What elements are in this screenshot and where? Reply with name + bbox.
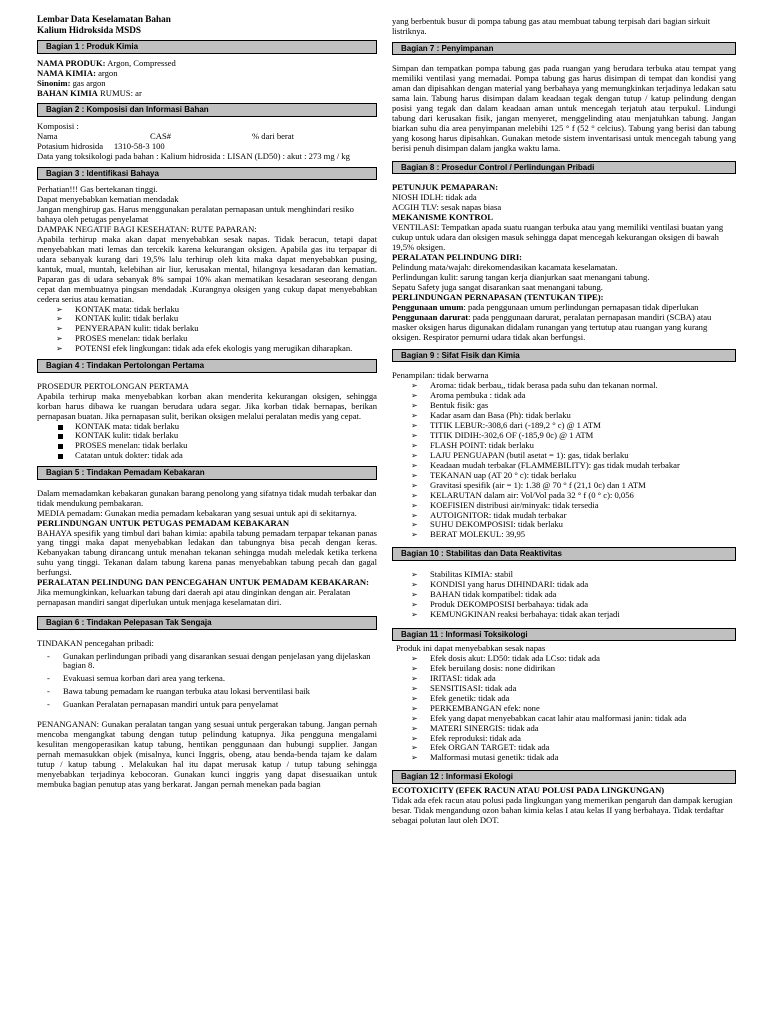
list-item: ➢ AUTOIGNITOR: tidak mudah terbakar [411,511,736,521]
list-item: - Evakuasi semua korban dari area yang terkena. [47,674,377,684]
document-title: Lembar Data Keselamatan Bahan [37,14,171,24]
ppe-heading: PERALATAN PELINDUNG DIRI: [392,251,523,262]
list-item: Catatan untuk dokter: tidak ada [56,451,377,461]
section-1-header: Bagian 1 : Produk Kimia [37,40,377,53]
first-aid-list [37,422,377,462]
list-item: ➢ Efek beruilang dosis: none didirikan [411,664,736,674]
ventilation-text: VENTILASI: Tempatkan apada suatu ruangan terbuka atau yang memiliki ventilasi buatan yang cukup untuk udara dan oksigen masuk sehingga dapat mencegah kekurangan oksigen di bawah 19,5% oksigen. [392,222,724,252]
list-item: KONTAK mata: tidak berlaku [56,422,377,432]
firefighter-protection-heading: PERLINDUNGAN UNTUK PETUGAS PEMADAM KEBAKARAN [37,517,290,528]
list-item: ➢ PERKEMBANGAN efek: none [411,704,736,714]
list-item: ➢ Efek genetik: tidak ada [411,694,736,704]
list-item: ➢ Malformasi mutasi genetik: tidak ada [411,753,736,763]
section-5-header: Bagian 5 : Tindakan Pemadam Kebakaran [37,466,377,479]
section-3-header: Bagian 3 : Identifikasi Bahaya [37,167,377,180]
list-item: ➢ Produk DEKOMPOSISI berbahaya: tidak ada [411,600,736,610]
hazard-warning: Perhatian!!! Gas bertekanan tinggi. [37,183,158,194]
first-aid-text: Apabila terhirup maka menyebabkan korban akan menderita kekurangan oksigen, sehingga korban harus dibawa ke ruangan berudara udara segar. Jika korban tidak bernapas, berikan pernapasan buatan. Jika pernapasan sulit, berikan oksigen melalui peralatan medis yang cepat. [37,390,377,421]
toxicology-data: Data yang toksikologi pada bahan : Kalium hidrosida : LISAN (LD50) : akut : 273 mg / kg [37,150,350,161]
chemical-formula: BAHAN KIMIA RUMUS: ar [37,87,142,98]
list-item: ➢ KONTAK mata: tidak berlaku [56,305,377,315]
general-use: Penggunaan umum: pada penggunaan umum perlindungan pernapasan tidak diperlukan [392,301,699,312]
product-name: NAMA PRODUK: Argon, Compressed [37,57,176,68]
health-impact-text: Apabila terhirup maka akan dapat menyebabkan sesak napas. Tidak beracun, tetapi dapat menyebabkan mati lemas dan tercekik karena kekurangan oksigen. Apabila gas itu terpapar di udara sebanyak kurang dari 19,5% lalu terhirup oleh kita maka dapat menyebabkan pusing, kantuk, mual, muntah, kelebihan air liur, kerusakan mental, hilangnya kesadaran dan kematian. Paparan gas di udara sebanyak 8% sampai 10% akan mematikan kesadaran seseorang dengan cepat dan membuatnya pingsan mendadak .Kurangnya oksigen yang cukup dapat menyebabkan cedera serius atau kematian. [37,233,377,304]
list-item: - Gunakan perlindungan pribadi yang disarankan sesuai dengan penjelasan yang dijelaskan bagian 8. [47,652,377,672]
toxicology-list [392,654,736,764]
list-item: ➢ TITIK DIDIH:-302,6 OF (-185,9 0c) @ 1 ATM [411,431,736,441]
protective-equipment-heading: PERALATAN PELINDUNG DAN PENCEGAHAN UNTUK PEMADAM KEBAKARAN: [37,577,369,588]
list-item: ➢ Stabilitas KIMIA: stabil [411,570,736,580]
document-subtitle: Kalium Hidroksida MSDS [37,24,141,35]
list-item: ➢ Efek ORGAN TARGET: tidak ada [411,743,736,753]
eye-protection: Pelindung mata/wajah: direkomendasikan kacamata keselamatan. [392,261,618,272]
protective-equipment-text: Jika memungkinkan, keluarkan tabung dari daerah api atau dinginkan dengan air. Peralatan pernapasan mandiri sangat diperlukan untuk menjaga keselamatan diri. [37,587,351,608]
section-12-header: Bagian 12 : Informasi Ekologi [392,770,736,783]
section-7-header: Bagian 7 : Penyimpanan [392,42,736,55]
right-column [392,17,736,826]
hazard-list [37,305,377,355]
toxicology-intro: Produk ini dapat menyebabkan sesak napas [396,642,546,653]
handling-continued: yang berbentuk busur di pompa tabung gas atau membuat tabung terpisah dari bagian sirkuit listriknya. [392,16,711,36]
hazard-sudden-death: Dapat menyebabkan kematian mendadak [37,193,179,204]
list-item: ➢ KEMUNGKINAN reaksi berbahaya: tidak akan terjadi [411,610,736,620]
list-item: ➢ MATERI SINERGIS: tidak ada [411,724,736,734]
list-item: ➢ KELARUTAN dalam air: Vol/Vol pada 32 ° f (0 ° c): 0,056 [411,491,736,501]
synonym: Sinonim: gas argon [37,77,106,88]
list-item: ➢ IRITASI: tidak ada [411,674,736,684]
appearance: Penampilan: tidak berwarna [392,369,489,380]
list-item: ➢ Efek reproduksi: tidak ada [411,734,736,744]
list-item: KONTAK kulit: tidak berlaku [56,431,377,441]
section-11-header: Bagian 11 : Informasi Toksikologi [392,628,736,641]
precaution-list [37,652,377,711]
list-item: ➢ FLASH POINT: tidak berlaku [411,441,736,451]
emergency-use: Penggunaan darurat: pada penggunaan darurat, peralatan pernapasan mandiri (SCBA) atau masker oksigen harus digunakan didalam runangan yang tertutup atau ruangan yang kurang oksigen. Respirator pemurni udara tidak akan berfungsi. [392,311,712,342]
acgih-tlv: ACGIH TLV: sesak napas biasa [392,202,502,213]
list-item: ➢ KONTAK kulit: tidak berlaku [56,314,377,324]
list-item: ➢ Gravitasi spesifik (air = 1): 1.38 @ 70 ° f (21,1 0c) dan 1 ATM [411,481,736,491]
list-item: ➢ TITIK LEBUR:-308,6 dari (-189,2 ° c) @ 1 ATM [411,421,736,431]
list-item: ➢ BAHAN tidak kompatibel: tidak ada [411,590,736,600]
list-item: ➢ SUHU DEKOMPOSISI: tidak berlaku [411,520,736,530]
list-item: ➢ KONDISI yang harus DIHINDARI: tidak ada [411,580,736,590]
list-item: ➢ POTENSI efek lingkungan: tidak ada efek ekologis yang merugikan diharapkan. [56,344,377,354]
composition-label: Komposisi : [37,120,79,131]
ecotoxicity-text: Tidak ada efek racun atau polusi pada lingkungan yang memerikan pengaruh dan dampak kerugian besar. Tidak mengandung ozon bahan kimia kelas I atau kelas II yang berbahaya. Tidak terdaftar sebagai polutan laut oleh DOT. [392,794,733,825]
list-item: ➢ PROSES menelan: tidak berlaku [56,334,377,344]
left-column [37,14,377,790]
skin-protection: Perlindungan kulit: sarung tangan kerja dianjurkan saat menangani tabung. [392,271,650,282]
composition-row: Potasium hidrosida 1310-58-3 100 [37,140,165,151]
list-item: ➢ Bentuk fisik: gas [411,401,736,411]
section-8-header: Bagian 8 : Prosedur Control / Perlindungan Pribadi [392,161,736,174]
section-4-header: Bagian 4 : Tindakan Pertolongan Pertama [37,359,377,372]
list-item: ➢ PENYERAPAN kulit: tidak berlaku [56,324,377,334]
section-9-header: Bagian 9 : Sifat Fisik dan Kimia [392,349,736,362]
niosh-idlh: NIOSH IDLH: tidak ada [392,192,477,203]
safety-shoes: Sepatu Safety juga sangat disarankan saat menangani tabung. [392,281,603,292]
stability-list [392,570,736,620]
list-item: ➢ Kadar asam dan Basa (Ph): tidak berlaku [411,411,736,421]
exposure-guidelines-heading: PETUNJUK PEMAPARAN: [392,182,499,193]
health-impact-heading: DAMPAK NEGATIF BAGI KESEHATAN: RUTE PAPARAN: [37,223,257,234]
list-item: ➢ BERAT MOLEKUL: 39,95 [411,530,736,540]
respiratory-protection-heading: PERLINDUNGAN PERNAPASAN (TENTUKAN TIPE): [392,291,604,302]
list-item: ➢ Aroma: tidak berbau,, tidak berasa pada suhu dan tekanan normal. [411,381,736,391]
hazard-no-inhale: Jangan menghirup gas. Harus menggunakan peralatan pernapasan untuk menghindari resiko bahaya oleh petugas penyelamat [37,203,354,224]
list-item: ➢ SENSITISASI: tidak ada [411,684,736,694]
control-mechanism-heading: MEKANISME KONTROL [392,212,493,223]
list-item: ➢ LAJU PENGUAPAN (butil asetat = 1): gas, tidak berlaku [411,451,736,461]
personal-precaution-heading: TINDAKAN pencegahan pribadi: [37,637,154,648]
list-item: ➢ Efek dosis akut: LD50: tidak ada LCso: tidak ada [411,654,736,664]
storage-text: Simpan dan tempatkan pompa tabung gas pada ruangan yang berudara terbuka atau tempat yang memiliki ventilasi yang memadai. Pompa tabung gas harus disimpan di tempat dan kondisi yang aman dan dipisahkan dengan material yang berbahaya yang memungkinkan terjadinya ledakan satu sama lain. Tabung harus disimpan dalam keadaan tegak dengan tutup / katup pelindung dengan posisi yang tegak dan dalam keadaan aman untuk mencegah terjatuh atau terpukul. Lindungi tabung dari kerusakan fisik, jangan menyeret, menggelinding atau menjatuhkan tabung. Jangan biarkan suhu dia area penyimpanan melebihi 125 ° f (52 ° celcius). Tabung yang berisi dan tabung yang kosong harus dipisahkan. Gunakan metode sistem inventarisasi untuk mencegah tabung yang berisi penuh disimpan dalam jangka waktu lama. [392,63,736,153]
handling-text: PENANGANAN: Gunakan peralatan tangan yang sesuai untuk pergerakan tabung. Jangan pernah mencoba mengangkat tabung dengan tutup pelindung katupnya. Jika pengguna mengalami kesulitan mengoperasikan katup tabung, hentikan penggunaan dan hubungi supplier. Jangan pernah memasukkan objek (misalnya, kunci Inggris, obeng, atau benda-benda tajam ke dalam tutup / katup tabung . Melakukan hal itu dapat merusak katup / tutup tabung sehingga menyebabkan terjadinya kebocoran. Gunakan kunci inggris yang dapat disesuaikan untuk membuka bagian penutup atas yang berkarat. Jangan pernah menekan pada bagian [37,719,377,790]
chemical-name: NAMA KIMIA: argon [37,67,118,78]
list-item: - Guankan Peralatan pernapasan mandiri untuk para penyelamat [47,700,377,710]
list-item: ➢ Keadaan mudah terbakar (FLAMMEBILITY): gas tidak mudah terbakar [411,461,736,471]
specific-hazard-text: BAHAYA spesifik yang timbul dari bahan kimia: apabila tabung pemadam terpapar tekanan panas yang tinggi maka dapat menyebabkan ledakan dan tabungnya bisa pecah dengan keras. Kebanyakan tabung dirancang untuk menahan tekanan sehingga mudah meledak ketika terkena suhu yang tinggi. Tekanan dalam tabung karena panas menyebabkan tabung pecah dan gagal berfungsi. [37,527,377,578]
list-item: ➢ TEKANAN uap (AT 20 ° c): tidak berlaku [411,471,736,481]
ecotoxicity-heading: ECOTOXICITY (EFEK RACUN ATAU POLUSI PADA LINGKUNGAN) [392,784,665,795]
list-item: ➢ KOEFISIEN distribusi air/minyak: tidak tersedia [411,501,736,511]
list-item: - Bawa tabung pemadam ke ruangan terbuka atau lokasi berventilasi baik [47,687,377,697]
composition-table-header: Nama CAS# % dari berat [37,130,294,141]
fire-intro: Dalam memadamkan kebakaran gunakan barang penolong yang sifatnya tidak mudah terbakar dan tidak mendukung pembakaran. [37,487,377,508]
list-item: PROSES menelan: tidak berlaku [56,441,377,451]
section-2-header: Bagian 2 : Komposisi dan Informasi Bahan [37,103,377,116]
first-aid-heading: PROSEDUR PERTOLONGAN PERTAMA [37,380,189,391]
properties-list [392,381,736,541]
section-10-header: Bagian 10 : Stabilitas dan Data Reaktivitas [392,547,736,560]
list-item: ➢ Efek yang dapat menyebabkan cacat lahir atau malformasi janin: tidak ada [411,714,736,724]
section-6-header: Bagian 6 : Tindakan Pelepasan Tak Sengaja [37,616,377,629]
list-item: ➢ Aroma pembuka : tidak ada [411,391,736,401]
fire-media: MEDIA pemadam: Gunakan media pemadam kebakaran yang sesuai untuk api di sekitarnya. [37,507,357,518]
